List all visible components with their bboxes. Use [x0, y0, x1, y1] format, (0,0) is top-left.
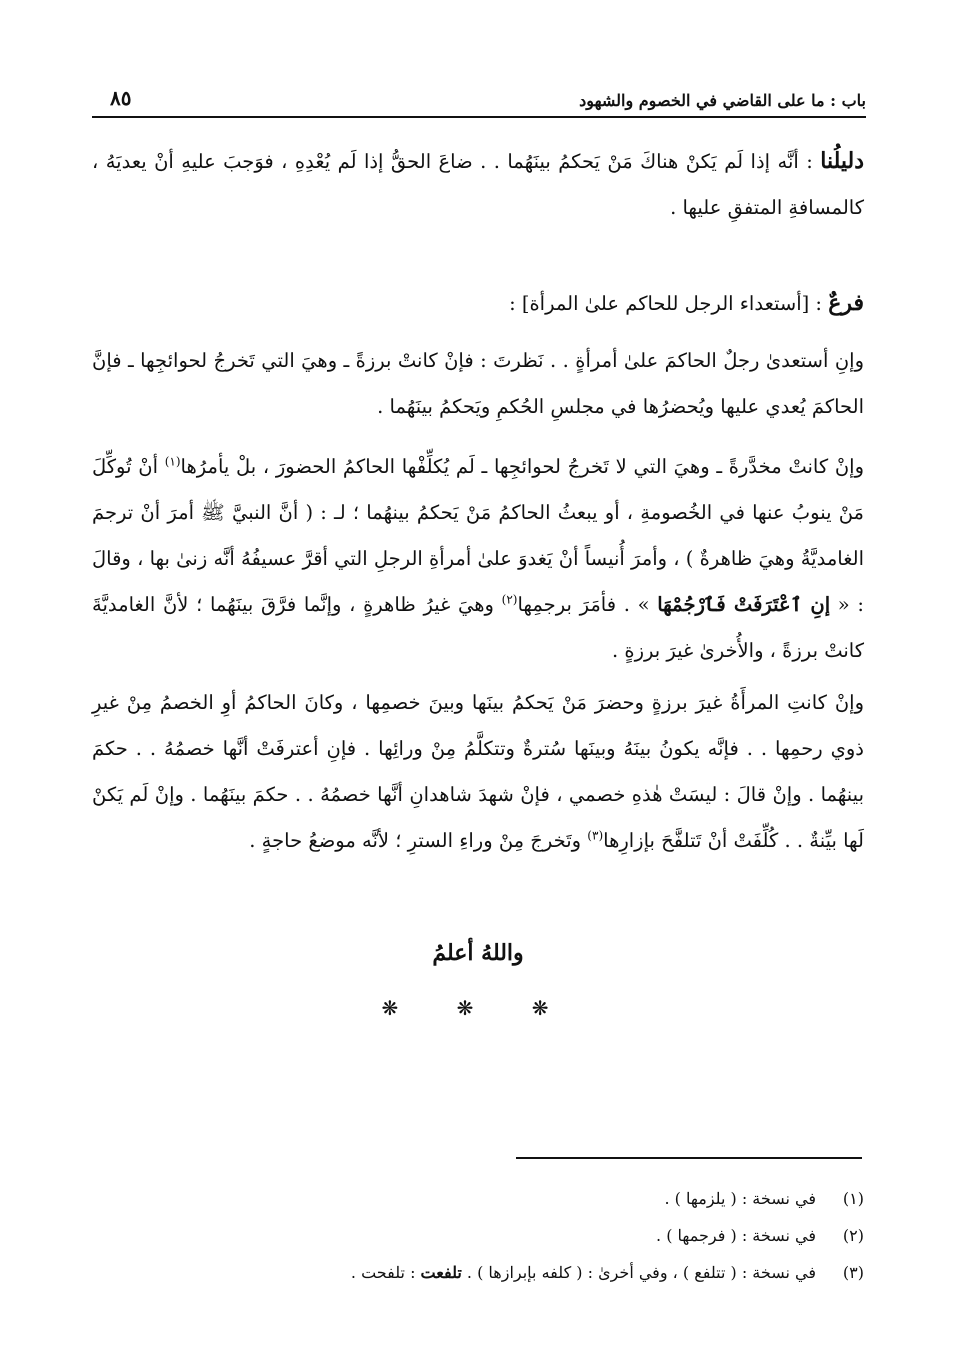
footnote-1 [92, 1180, 864, 1217]
paragraph-branch-heading [92, 280, 864, 327]
paragraph-mukhaddara [92, 444, 864, 674]
footnote-text: في نسخة : ( فرجمها ) . [656, 1226, 816, 1245]
footnote-text [351, 1254, 816, 1291]
paragraph-text-c: » . فأمَرَ برجمِها [517, 593, 658, 616]
footnote-3 [92, 1254, 864, 1291]
paragraph-barza [92, 338, 864, 430]
footnote-number: (١) [842, 1189, 864, 1208]
paragraph-proof [92, 138, 864, 231]
footnote-number: (٣) [842, 1263, 864, 1282]
hadith-quote: إنِ ٱعْتَرَفَتْ فَٱرْجُمْهَا [657, 593, 831, 616]
footnote-text: في نسخة : ( يلزمها ) . [664, 1189, 816, 1208]
footnote-ref-3[interactable]: (٣) [587, 828, 604, 843]
footnote-number: (٢) [842, 1226, 864, 1245]
paragraph-text-b: أنْ تُوكِّلَ مَنْ ينوبُ عنها في الخُصومةِ ، أو يبعثُ الحاكمُ مَنْ يَحكمُ بينهُما ؛ لـ : ( أنَّ النبيَّ ﷺ أمرَ أنْ ترجمَ الغامديَّةُ وهيَ ظاهرةٌ ) ، وأمرَ أُنيساً أنْ يَغدوَ علىٰ أمرأةِ الرجلِ التي أقرَّ عسيفُهُ أنَّه زنىٰ بها ، وقالَ : « [92, 455, 864, 616]
paragraph-not-barza [92, 680, 864, 864]
running-title: باب : ما على القاضي في الخصوم والشهود [579, 91, 866, 110]
paragraph-text-a: وإنْ كانتِ المرأَةُ غيرَ برزةٍ وحضرَ مَنْ يَحكمُ بينَها وبينَ خصمِها ، وكانَ الحاكمُ أوِ الخصمُ مِنْ غيرِ ذوي رحمِها . . فإنَّه يكونُ بينَهُ وبينَها سُترةٌ وتتكلَّمُ مِنْ ورائِها . فإنِ أعترفَتْ أنَّها خصمُهُ . . حكمَ بينهُما . وإنْ قالَ : ليسَتْ هٰذهِ خصمي ، فإنْ شهدَ شاهدانِ أنَّها خصمُهُ . . حكمَ بينَهُما . وإنْ لَم يَكنْ لَها بيِّنةٌ . . كُلِّفَتْ أنْ تَتلفَّحَ بإزارِها [92, 691, 864, 852]
footnote-text-b: : تلفحت . [350, 1263, 421, 1282]
paragraph-text: وإنِ أستعدىٰ رجلٌ الحاكمَ علىٰ أمرأةٍ . . نَظرتَ : فإنْ كانتْ برزةً ـ وهيَ التي تَخرجُ لحوائجِها ـ فإنَّ الحاكمَ يُعدي عليها ويُحضرُها في مجلسِ الحُكمِ ويَحكمُ بينَهُما . [92, 349, 864, 418]
branch-lead: فرعٌ [828, 290, 864, 316]
paragraph-text-d: وهيَ غيرُ ظاهرةٍ ، وإنَّما فرَّقَ بينَهُما ؛ لأنَّ الغامديَّةَ كانتْ برزةً ، والأُخرىٰ غيرَ برزةٍ . [92, 593, 864, 662]
branch-title: : [أستعداء الرجل للحاكم علىٰ المرأة] : [509, 292, 829, 315]
paragraph-text: : أنَّه إذا لَم يَكنْ هناكَ مَنْ يَحكمُ بينَهُما . . ضاعَ الحقُّ إذا لَم يُعْدِهِ ، فوَجبَ عليهِ أنْ يعديَهُ ، كالمسافةِ المتفقِ عليها . [92, 150, 864, 219]
footnote-text-a: في نسخة : ( تتلفع ) ، وفي أخرىٰ : ( كلفه بإبرازها ) . [461, 1263, 816, 1282]
footnote-term: تلفعت [420, 1263, 462, 1282]
page-number: ٨٥ [110, 86, 132, 110]
section-separator: ❋ ❋ ❋ [381, 996, 575, 1020]
paragraph-text-a: وإنْ كانتْ مخدَّرةً ـ وهيَ التي لا تَخرجُ لحوائجِها ـ لَم يُكلِّفْها الحاكمُ الحضورَ ، بلْ يأمرُها [180, 455, 864, 478]
footnote-ref-1[interactable]: (١) [164, 454, 181, 469]
closing-formula: واللهُ أعلمُ [432, 940, 524, 966]
footnote-ref-2[interactable]: (٢) [501, 592, 518, 607]
page-header [92, 80, 866, 118]
footnote-divider [516, 1157, 862, 1159]
footnote-2 [92, 1217, 864, 1254]
paragraph-text-b: وتَخرجَ مِنْ وراءِ السترِ ؛ لأنَّه موضعُ حاجةٍ . [249, 829, 588, 852]
footnotes [92, 1180, 864, 1291]
paragraph-lead: دليلُنا [820, 148, 864, 174]
